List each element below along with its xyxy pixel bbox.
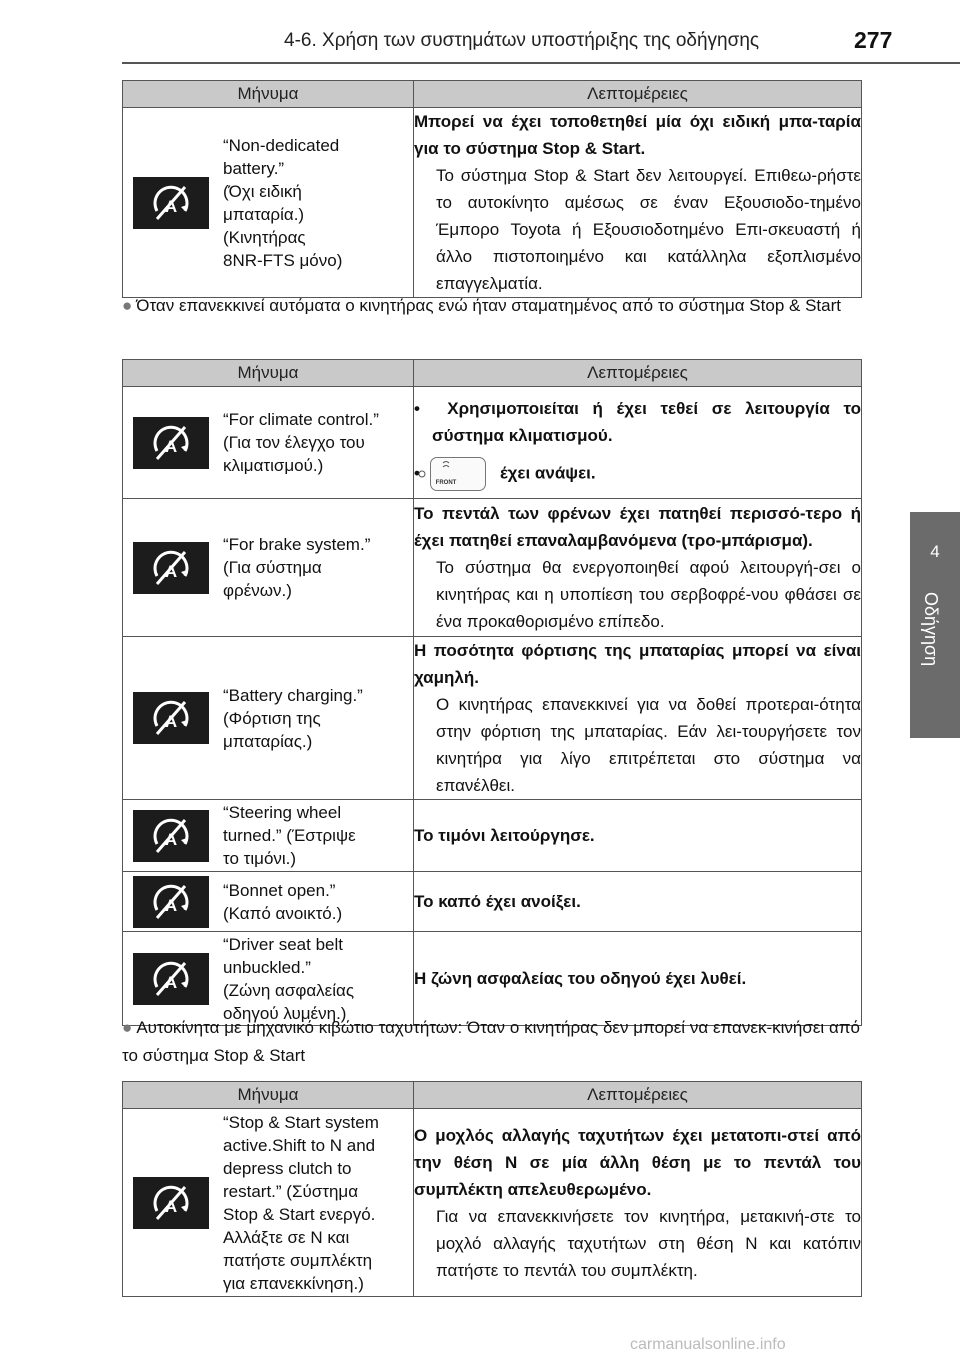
stop-start-off-icon bbox=[133, 417, 209, 469]
stop-start-off-icon bbox=[133, 177, 209, 229]
svg-text:A: A bbox=[164, 895, 178, 915]
front-defroster-button-icon bbox=[430, 457, 486, 491]
message-text: “Driver seat belt unbuckled.” (Ζώνη ασφαλείας οδηγού λυμένη.) bbox=[223, 934, 355, 1023]
detail-bullet: • Χρησιμοποιείται ή έχει τεθεί σε λειτουργία το σύστημα κλιματισμού. bbox=[414, 398, 861, 445]
chapter-label: Οδήγηση bbox=[921, 592, 941, 667]
detail-bullet: FRONT έχει ανάψει. bbox=[414, 457, 861, 491]
chapter-number: 4 bbox=[930, 542, 940, 561]
svg-text:A: A bbox=[164, 972, 178, 992]
message-table-restart-reasons bbox=[122, 359, 862, 1026]
message-text: “Non-dedicated battery.” (Όχι ειδική μπαταρία.) (Κινητήρας 8NR-FTS μόνο) bbox=[223, 135, 343, 270]
table-row bbox=[123, 108, 862, 298]
detail-text: Ο κινητήρας επανεκκινεί για να δοθεί προτεραι-ότητα στην φόρτιση της μπαταρίας. Εάν λει-τουργήσετε τον κινητήρα για λίγο επιτρέπεται στο σύστημα να επανέλθει. bbox=[436, 695, 861, 795]
stop-start-off-icon bbox=[133, 810, 209, 862]
page-number: 277 bbox=[854, 27, 893, 53]
table-header-row bbox=[123, 1082, 862, 1109]
svg-text:A: A bbox=[164, 712, 178, 731]
stop-start-off-icon bbox=[133, 542, 209, 594]
page-header bbox=[0, 0, 960, 70]
detail-heading: Η ζώνη ασφαλείας του οδηγού έχει λυθεί. bbox=[414, 969, 747, 988]
stop-start-off-icon bbox=[133, 876, 209, 928]
message-text: “Bonnet open.” (Καπό ανοικτό.) bbox=[223, 880, 343, 923]
detail-heading: Ο μοχλός αλλαγής ταχυτήτων έχει μετατοπι-στεί από την θέση N σε μία άλλη θέση με το πεντάλ του συμπλέκτη απελευθερωμένο. bbox=[414, 1125, 861, 1199]
svg-text:A: A bbox=[164, 829, 178, 849]
condition-paragraph bbox=[122, 292, 860, 320]
message-table-manual-transmission bbox=[122, 1081, 862, 1297]
watermark: carmanualsonline.info bbox=[630, 1336, 786, 1353]
table-row bbox=[123, 387, 862, 499]
svg-text:A: A bbox=[164, 1196, 178, 1216]
condition-text: Αυτοκίνητα με μηχανικό κιβώτιο ταχυτήτων: Όταν ο κινητήρας δεν μπορεί να επανεκ-κινήσει από το σύστημα Stop & Start bbox=[122, 1018, 860, 1065]
chapter-side-tab bbox=[910, 512, 960, 738]
table-row bbox=[123, 637, 862, 800]
detail-heading: Το πεντάλ των φρένων έχει πατηθεί περισσό-τερο ή έχει πατηθεί επαναλαμβανόμενα (τρο-μπάρισμα). bbox=[414, 504, 861, 550]
detail-heading: Το τιμόνι λειτούργησε. bbox=[414, 826, 595, 845]
column-header-message: Μήνυμα bbox=[123, 360, 414, 387]
column-header-details: Λεπτομέρειες bbox=[414, 360, 862, 387]
svg-text:A: A bbox=[164, 436, 178, 456]
table-header-row bbox=[123, 81, 862, 108]
column-header-message: Μήνυμα bbox=[123, 81, 414, 108]
table-row bbox=[123, 499, 862, 637]
table-row bbox=[123, 932, 862, 1026]
column-header-details: Λεπτομέρειες bbox=[414, 81, 862, 108]
header-rule bbox=[122, 62, 960, 64]
message-table-non-dedicated-battery bbox=[122, 80, 862, 298]
message-text: “For climate control.” (Για τον έλεγχο του κλιματισμού.) bbox=[223, 410, 379, 475]
detail-text: Το σύστημα Stop & Start δεν λειτουργεί. Επιθεω-ρήστε το αυτοκίνητο αμέσως σε έναν Εξουσιοδο-τημένο Έμπορο Toyota ή Εξουσιοδοτημένο Επι-σκευαστή ή άλλο πιστοποιημένο και κατάλληλα εξοπλισμένο επαγγελματία. bbox=[436, 166, 861, 293]
table-header-row bbox=[123, 360, 862, 387]
table-row bbox=[123, 1109, 862, 1297]
message-text: “Steering wheel turned.” (Έστριψε το τιμόνι.) bbox=[223, 803, 356, 868]
detail-heading: Το καπό έχει ανοίξει. bbox=[414, 892, 581, 911]
condition-text: Όταν επανεκκινεί αυτόματα ο κινητήρας ενώ ήταν σταματημένος από το σύστημα Stop & Start bbox=[136, 296, 841, 315]
detail-text: Το σύστημα θα ενεργοποιηθεί αφού λειτουργή-σει ο κινητήρας και η υποπίεση του σερβοφρέ-νου φθάσει σε ένα προκαθορισμένο επίπεδο. bbox=[436, 558, 861, 631]
svg-text:FRONT: FRONT bbox=[435, 479, 457, 486]
column-header-details: Λεπτομέρειες bbox=[414, 1082, 862, 1109]
column-header-message: Μήνυμα bbox=[123, 1082, 414, 1109]
stop-start-off-icon bbox=[133, 692, 209, 744]
table-row bbox=[123, 872, 862, 932]
svg-text:A: A bbox=[164, 561, 178, 581]
bullet-dot-icon: ● bbox=[122, 1018, 133, 1037]
stop-start-off-icon bbox=[133, 953, 209, 1005]
detail-heading: Μπορεί να έχει τοποθετηθεί μία όχι ειδική μπα-ταρία για το σύστημα Stop & Start. bbox=[414, 112, 861, 158]
table-row bbox=[123, 800, 862, 872]
condition-paragraph bbox=[122, 1014, 860, 1070]
detail-text: Για να επανεκκινήσετε τον κινητήρα, μετακινή-στε το μοχλό αλλαγής ταχυτήτων στη θέση N και κατόπιν πατήστε το πεντάλ του συμπλέκτη. bbox=[436, 1206, 861, 1280]
message-text: “For brake system.” (Για σύστημα φρένων.) bbox=[223, 535, 371, 600]
bullet-dot-icon: ● bbox=[122, 296, 133, 315]
message-text: “Battery charging.” (Φόρτιση της μπαταρίας.) bbox=[223, 685, 363, 751]
message-text: “Stop & Start system active.Shift to N and depress clutch to restart.” (Σύστημα Stop & Start ενεργό. Αλλάξτε σε N και πατήστε συμπλέκτη για επανεκκίνηση.) bbox=[223, 1112, 379, 1293]
svg-text:A: A bbox=[164, 196, 178, 216]
section-title: 4-6. Χρήση των συστημάτων υποστήριξης της οδήγησης bbox=[284, 30, 760, 51]
stop-start-off-icon bbox=[133, 1177, 209, 1229]
detail-heading: Η ποσότητα φόρτισης της μπαταρίας μπορεί να είναι χαμηλή. bbox=[414, 641, 861, 687]
